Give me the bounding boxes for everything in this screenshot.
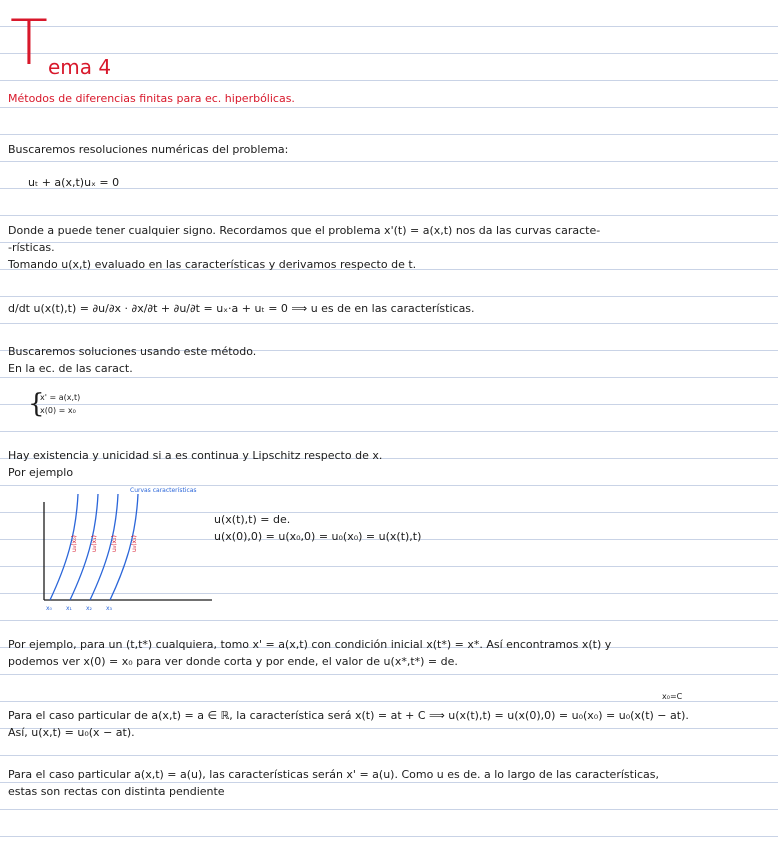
curve-label-1: u₀(x₀) xyxy=(71,535,78,552)
axis-label-x0: x₀ xyxy=(46,605,52,612)
curve-label-4: u₀(x₃) xyxy=(131,535,138,552)
para2-line1: Por ejemplo, para un (t,t*) cualquiera, tomo x' = a(x,t) con condición inicial x(t*) = x*. Así encontramos x(t) y xyxy=(8,638,612,651)
curve-label-2: u₀(x₁) xyxy=(91,535,98,552)
para4-line1: Para el caso particular a(x,t) = a(u), las características serán x' = a(u). Como u es de. a lo largo de las características, xyxy=(8,768,660,781)
system-brace: { xyxy=(28,389,45,419)
para2-line2: podemos ver x(0) = x₀ para ver donde corta y por ende, el valor de u(x*,t*) = de. xyxy=(8,655,458,668)
para1-line1: Donde a puede tener cualquier signo. Recordamos que el problema x'(t) = a(x,t) nos da las curvas caracte- xyxy=(8,224,601,237)
subtitle: Métodos de diferencias finitas para ec. hiperbólicas. xyxy=(8,92,295,105)
chain-rule-equation: d/dt u(x(t),t) = ∂u/∂x · ∂x/∂t + ∂u/∂t = uₓ·a + uₜ = 0 ⟹ u es de en las características. xyxy=(8,302,475,315)
graph-note-line2: u(x(0),0) = u(x₀,0) = u₀(x₀) = u(x(t),t) xyxy=(214,530,422,543)
para3-line2: Así, u(x,t) = u₀(x − at). xyxy=(8,726,135,739)
para3-line1: Para el caso particular de a(x,t) = a ∈ ℝ, la característica será x(t) = at + C ⟹ u(x(t),t) = u(x(0),0) = u₀(x₀) = u₀(x(t) − at). xyxy=(8,709,689,722)
graph-title: Curvas características xyxy=(130,487,197,494)
system-eq2: x(0) = x₀ xyxy=(40,406,76,415)
characteristics-graph xyxy=(30,480,220,615)
title-rest: ema 4 xyxy=(48,55,112,79)
curve-label-3: u₀(x₂) xyxy=(111,535,118,552)
system-eq1: x' = a(x,t) xyxy=(40,393,81,402)
annotation-x0-equals-c: x₀=C xyxy=(662,692,683,701)
example-intro: Por ejemplo xyxy=(8,466,74,479)
para1-line3: Tomando u(x,t) evaluado en las características y derivamos respecto de t. xyxy=(8,258,417,271)
axis-label-x3: x₃ xyxy=(106,605,112,612)
existence-line: Hay existencia y unicidad si a es continua y Lipschitz respecto de x. xyxy=(8,449,383,462)
title-initial: T xyxy=(10,6,48,79)
method-line2: En la ec. de las caract. xyxy=(8,362,133,375)
axis-label-x2: x₂ xyxy=(86,605,92,612)
para4-line2: estas son rectas con distinta pendiente xyxy=(8,785,225,798)
main-equation: uₜ + a(x,t)uₓ = 0 xyxy=(28,176,120,189)
intro-line: Buscaremos resoluciones numéricas del problema: xyxy=(8,143,289,156)
para1-line2: -rísticas. xyxy=(8,241,55,254)
method-line1: Buscaremos soluciones usando este método. xyxy=(8,345,257,358)
axis-label-x1: x₁ xyxy=(66,605,72,612)
graph-note-line1: u(x(t),t) = de. xyxy=(214,513,291,526)
